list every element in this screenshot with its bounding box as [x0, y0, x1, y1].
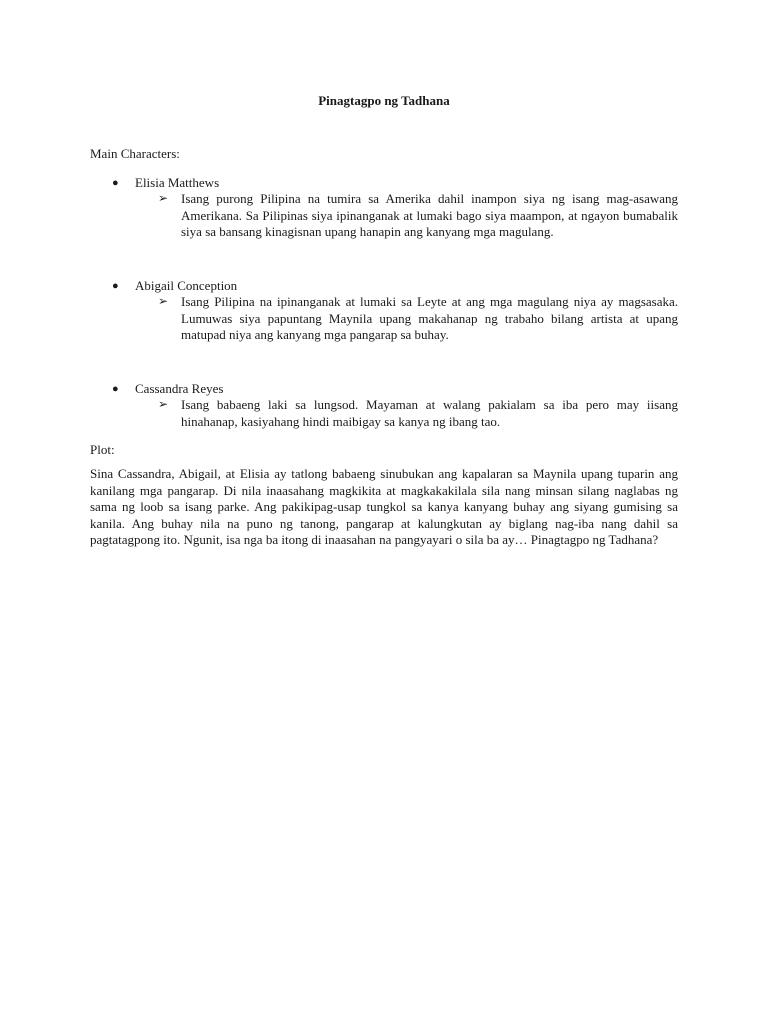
- character-description: [158, 191, 678, 241]
- main-characters-heading: Main Characters:: [90, 146, 180, 161]
- character-name: Abigail Conception: [135, 278, 238, 293]
- character-name: Elisia Matthews: [135, 175, 220, 190]
- character-name: Cassandra Reyes: [135, 381, 224, 396]
- character-description-text: Isang Pilipina na ipinanganak at lumaki sa Leyte at ang mga magulang niya ay magsasaka. Lumuwas siya papuntang Maynila upang makahanap ng trabaho bilang artista at upang matupad niya ang kanyang mga pangarap sa buhay.: [181, 294, 678, 342]
- character-description: [158, 294, 678, 344]
- document-title: Pinagtagpo ng Tadhana: [318, 93, 450, 108]
- character-description-text: Isang purong Pilipina na tumira sa Amerika dahil inampon siya ng isang mag-asawang Amerikana. Sa Pilipinas siya ipinanganak at lumaki bago siya maampon, at ngayon bumabalik siya sa bansang kinagisnan upang hanapin ang kanyang mga magulang.: [181, 191, 678, 239]
- arrow-bullet-icon: ➢: [158, 191, 169, 205]
- bullet-icon: ●: [112, 280, 119, 292]
- bullet-icon: ●: [112, 177, 119, 189]
- arrow-bullet-icon: ➢: [158, 294, 169, 308]
- character-description-text: Isang babaeng laki sa lungsod. Mayaman at walang pakialam sa iba pero may iisang hinahanap, kasiyahang hindi maibigay sa kanya ng ibang tao.: [181, 397, 678, 429]
- plot-heading: Plot:: [90, 442, 115, 457]
- plot-paragraph: Sina Cassandra, Abigail, at Elisia ay tatlong babaeng sinubukan ang kapalaran sa Maynila upang tuparin ang kanilang mga pangarap. Di nila inaasahang magkikita at magkakakilala sila nang minsan silang naglabas ng sama ng loob sa isang parke. Ang pakikipag-usap tungkol sa kanya kanyang buhay ang siyang gumising sa kanila. Ang buhay nila na puno ng tanong, pangarap at kalungkutan ay biglang nag-iba nang dahil sa pagtatagpong ito. Ngunit, isa nga ba itong di inaasahan na pangyayari o sila ba ay… Pinagtagpo ng Tadhana?: [90, 466, 678, 547]
- character-description: [158, 397, 678, 430]
- bullet-icon: ●: [112, 383, 119, 395]
- arrow-bullet-icon: ➢: [158, 397, 169, 411]
